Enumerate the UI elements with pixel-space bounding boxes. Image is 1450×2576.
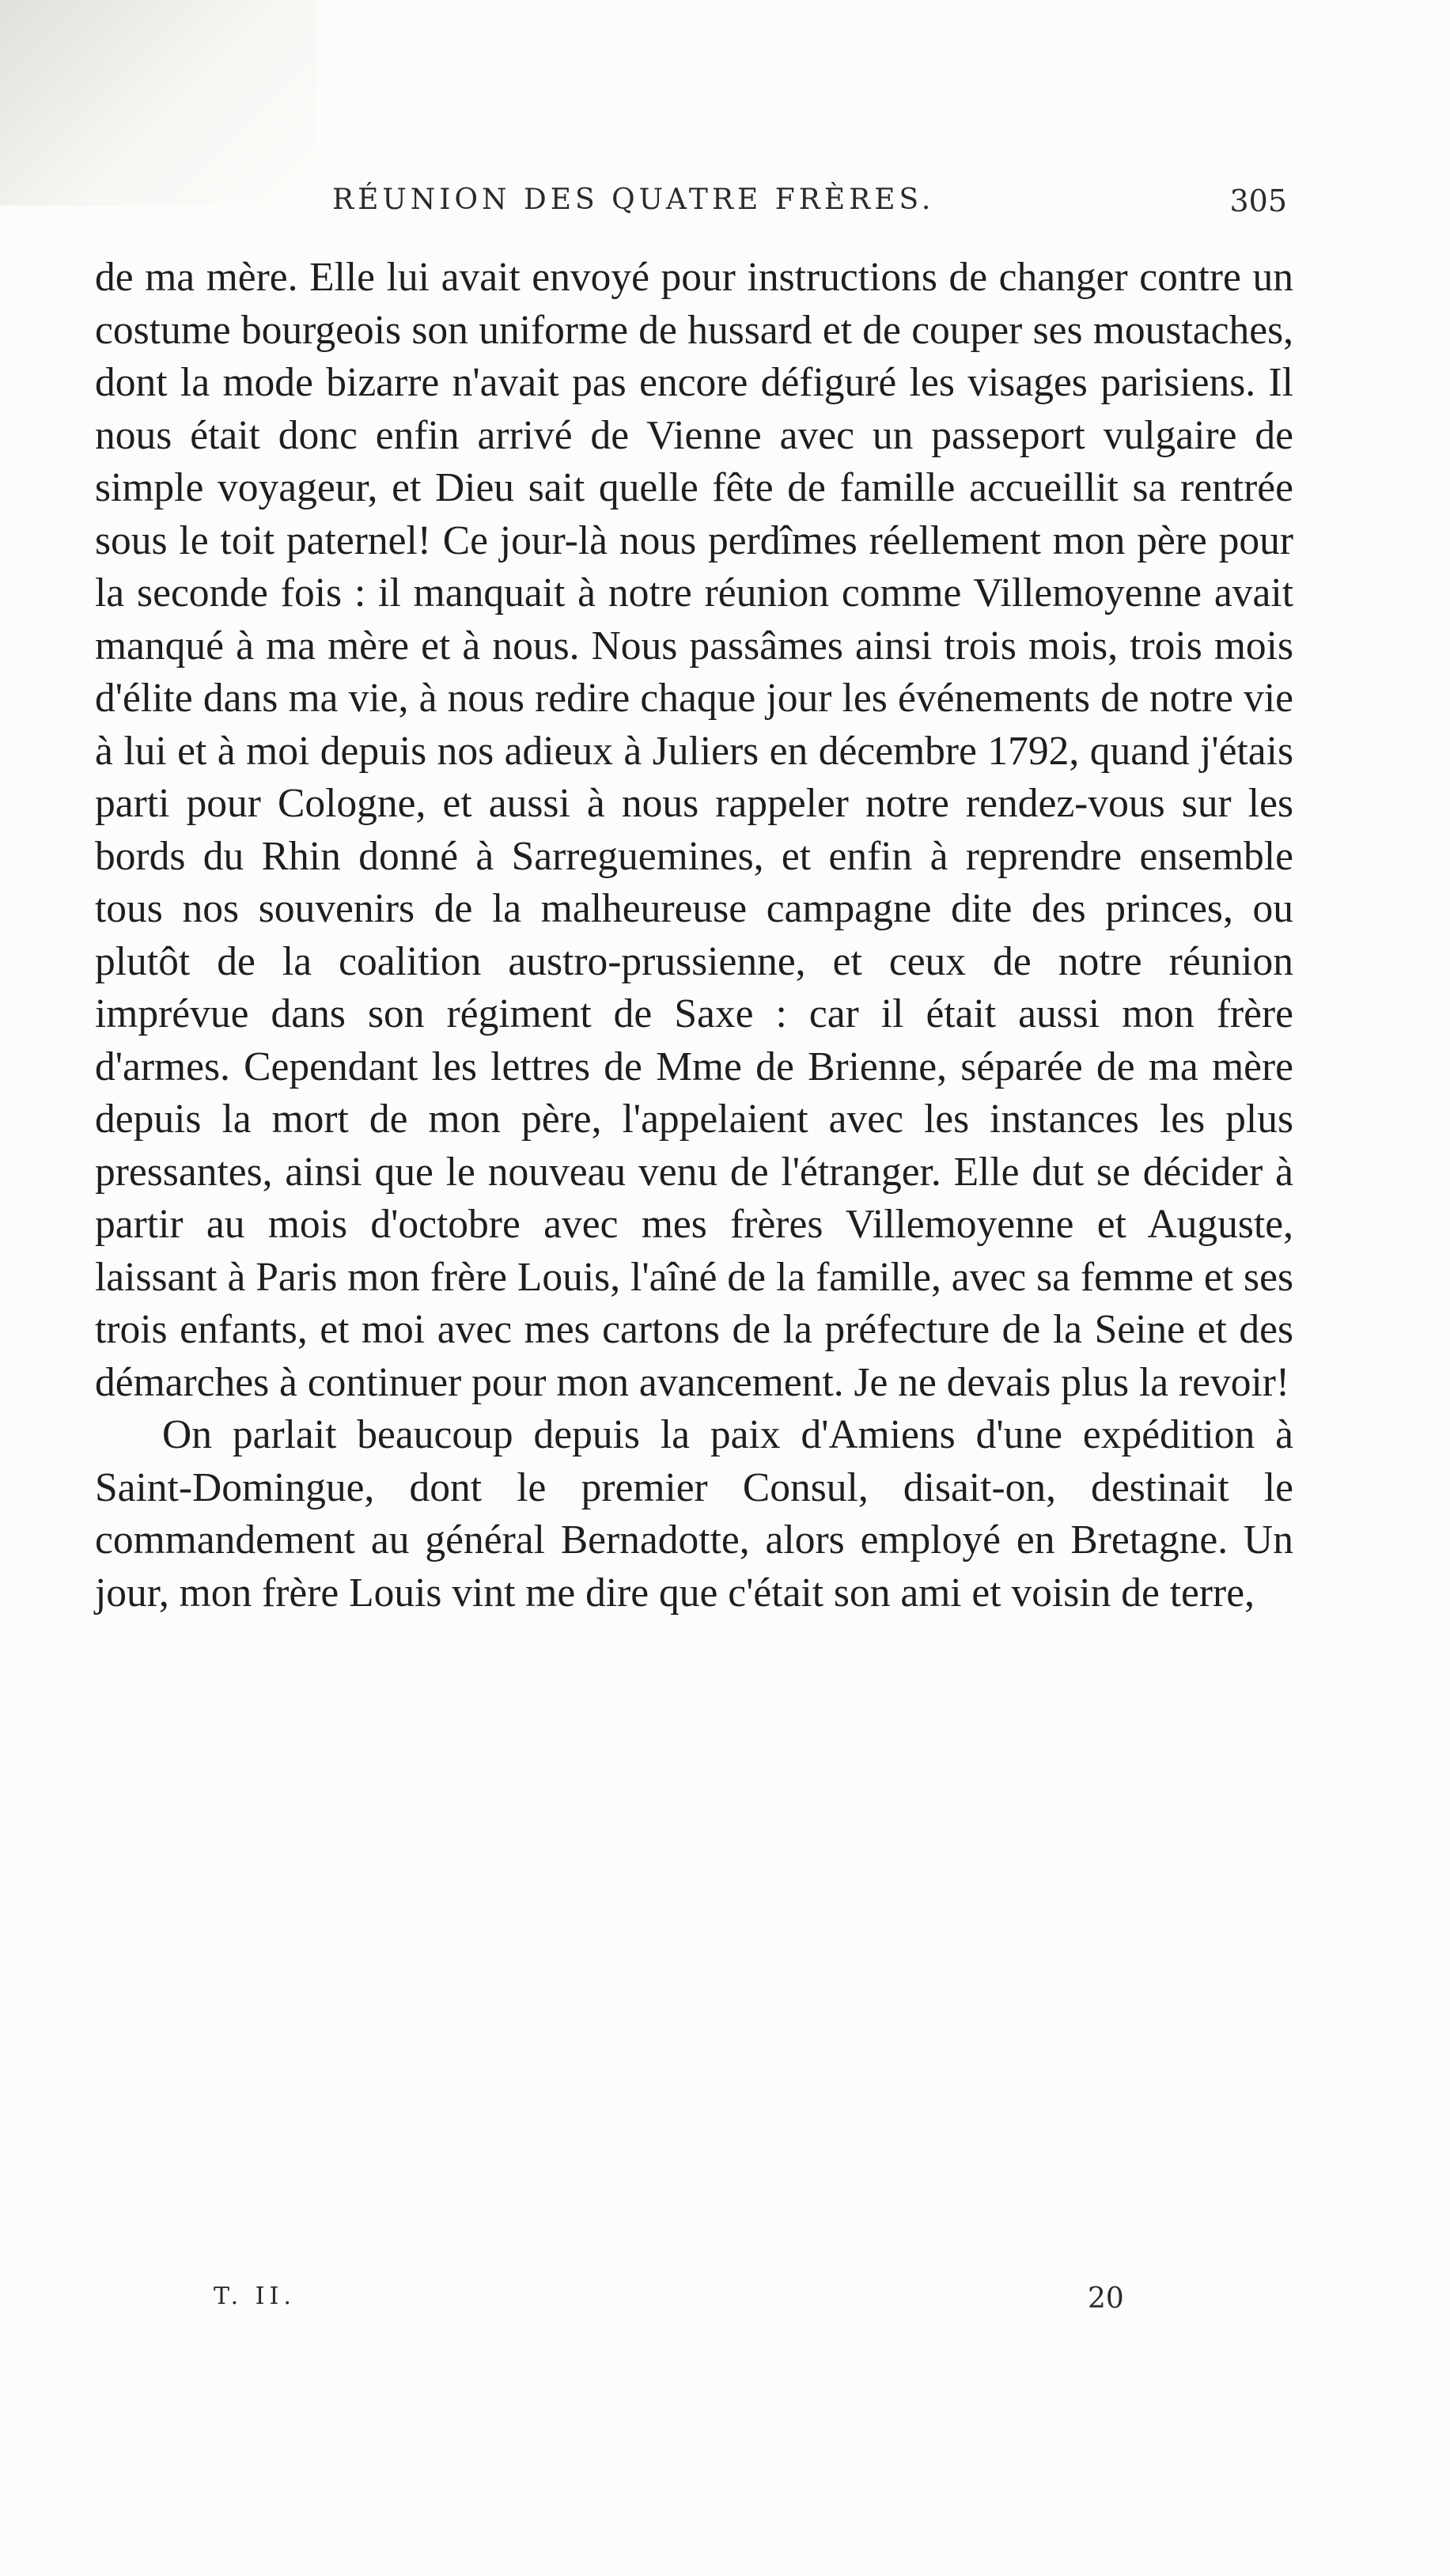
volume-signature: T. II. (214, 2282, 296, 2310)
paragraph-continued: de ma mère. Elle lui avait envoyé pour instructions de changer contre un costume bourgeois son uniforme de hussard et de couper ses moustaches, dont la mode bizarre n'avait pas encore défiguré les visages parisiens. Il nous était donc enfin arrivé de Vienne avec un passeport vulgaire de simple voyageur, et Dieu sait quelle fête de famille accueillit sa rentrée sous le toit paternel! Ce jour-là nous perdîmes réellement mon père pour la seconde fois : il manquait à notre réunion comme Villemoyenne avait manqué à ma mère et à nous. Nous passâmes ainsi trois mois, trois mois d'élite dans ma vie, à nous redire chaque jour les événements de notre vie à lui et à moi depuis nos adieux à Juliers en décembre 1792, quand j'étais parti pour Cologne, et aussi à nous rappeler notre rendez-vous sur les bords du Rhin donné à Sarreguemines, et enfin à reprendre ensemble tous nos souvenirs de la malheureuse campagne dite des princes, ou plutôt de la coalition austro-prussienne, et ceux de notre réunion imprévue dans son régiment de Saxe : car il était aussi mon frère d'armes. Cependant les lettres de Mme de Brienne, séparée de ma mère depuis la mort de mon père, l'appelaient avec les instances les plus pressantes, ainsi que le nouveau venu de l'étranger. Elle dut se décider à partir au mois d'octobre avec mes frères Villemoyenne et Auguste, laissant à Paris mon frère Louis, l'aîné de la famille, avec sa femme et ses trois enfants, et moi avec mes cartons de la préfecture de la Seine et des démarches à continuer pour mon avancement. Je ne devais plus la revoir! (95, 255, 1293, 1405)
running-header (91, 184, 1309, 231)
chapter-title: RÉUNION DES QUATRE FRÈRES. (332, 184, 935, 216)
page-number: 305 (1229, 184, 1287, 218)
scan-shadow (0, 0, 316, 206)
paragraph-new: On parlait beaucoup depuis la paix d'Amiens d'une expédition à Saint-Domingue, dont le premier Consul, disait-on, destinait le commandement au général Bernadotte, alors employé en Bretagne. Un jour, mon frère Louis vint me dire que c'était son ami et voisin de terre, (95, 1412, 1293, 1616)
page-footer (95, 2282, 1293, 2322)
sheet-number: 20 (1088, 2282, 1124, 2315)
body-text (95, 252, 1293, 1619)
